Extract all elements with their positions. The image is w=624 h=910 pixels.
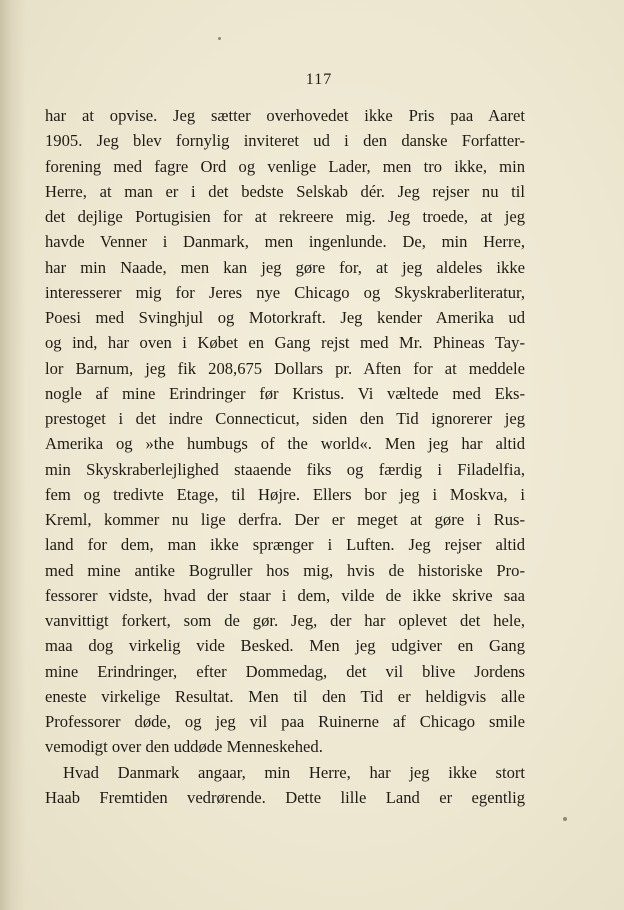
text-line: og ind, har oven i Købet en Gang rejst med Mr. Phineas Tay- xyxy=(45,333,525,353)
text-line: det dejlige Portugisien for at rekreere mig. Jeg troede, at jeg xyxy=(45,207,525,226)
text-line: har at opvise. Jeg sætter overhovedet ikke Pris paa Aaret xyxy=(45,106,525,125)
body-text xyxy=(45,103,525,810)
text-line: min Skyskraberlejlighed staaende fiks og færdig i Filadelfia, xyxy=(45,459,525,479)
text-line: Poesi med Svinghjul og Motorkraft. Jeg kender Amerika ud xyxy=(45,308,525,327)
text-line: mine Erindringer, efter Dommedag, det vil blive Jordens xyxy=(45,661,525,681)
text-line: Professorer døde, og jeg vil paa Ruinerne af Chicago smile xyxy=(45,712,525,731)
binding-gutter xyxy=(0,0,26,910)
text-line: prestoget i det indre Connecticut, siden den Tid ignorerer jeg xyxy=(45,409,525,428)
text-line: maa dog virkelig vide Besked. Men jeg udgiver en Gang xyxy=(45,636,525,656)
text-line: fem og tredivte Etage, til Højre. Ellers bor jeg i Moskva, i xyxy=(45,484,525,504)
text-line: fessorer vidste, hvad der staar i dem, vilde de ikke skrive saa xyxy=(45,585,525,605)
paragraph-end-line: vemodigt over den uddøde Menneskehed. xyxy=(45,737,323,757)
text-line: eneste virkelige Resultat. Men til den Tid er heldigvis alle xyxy=(45,686,525,706)
page-number: 117 xyxy=(305,71,333,88)
text-line: Amerika og »the humbugs of the world«. Men jeg har altid xyxy=(45,434,525,454)
paragraph-start-line: Hvad Danmark angaar, min Herre, har jeg ikke stort xyxy=(63,762,525,782)
text-line: land for dem, man ikke sprænger i Luften. Jeg rejser altid xyxy=(45,535,525,555)
text-line: nogle af mine Erindringer før Kristus. Vi væltede med Eks- xyxy=(45,383,525,403)
text-line: har min Naade, men kan jeg gøre for, at jeg aldeles ikke xyxy=(45,257,525,277)
text-line: Kreml, kommer nu lige derfra. Der er meget at gøre i Rus- xyxy=(45,510,525,529)
text-line: forening med fagre Ord og venlige Lader, men tro ikke, min xyxy=(45,156,525,176)
text-line: havde Venner i Danmark, men ingenlunde. De, min Herre, xyxy=(45,232,525,252)
text-line: 1905. Jeg blev fornylig inviteret ud i den danske Forfatter- xyxy=(45,131,525,151)
text-line: vanvittigt forkert, som de gør. Jeg, der har oplevet det hele, xyxy=(45,611,525,630)
text-line: Herre, at man er i det bedste Selskab dér. Jeg rejser nu til xyxy=(45,181,525,201)
text-line: med mine antike Bogruller hos mig, hvis de historiske Pro- xyxy=(45,560,525,580)
paper-speck xyxy=(563,817,567,821)
paper-speck xyxy=(218,37,221,40)
text-line: interesserer mig for Jeres nye Chicago og Skyskraberliteratur, xyxy=(45,282,525,302)
text-line: Haab Fremtiden vedrørende. Dette lille Land er egentlig xyxy=(45,787,525,807)
text-line: lor Barnum, jeg fik 208,675 Dollars pr. Aften for at meddele xyxy=(45,358,525,378)
